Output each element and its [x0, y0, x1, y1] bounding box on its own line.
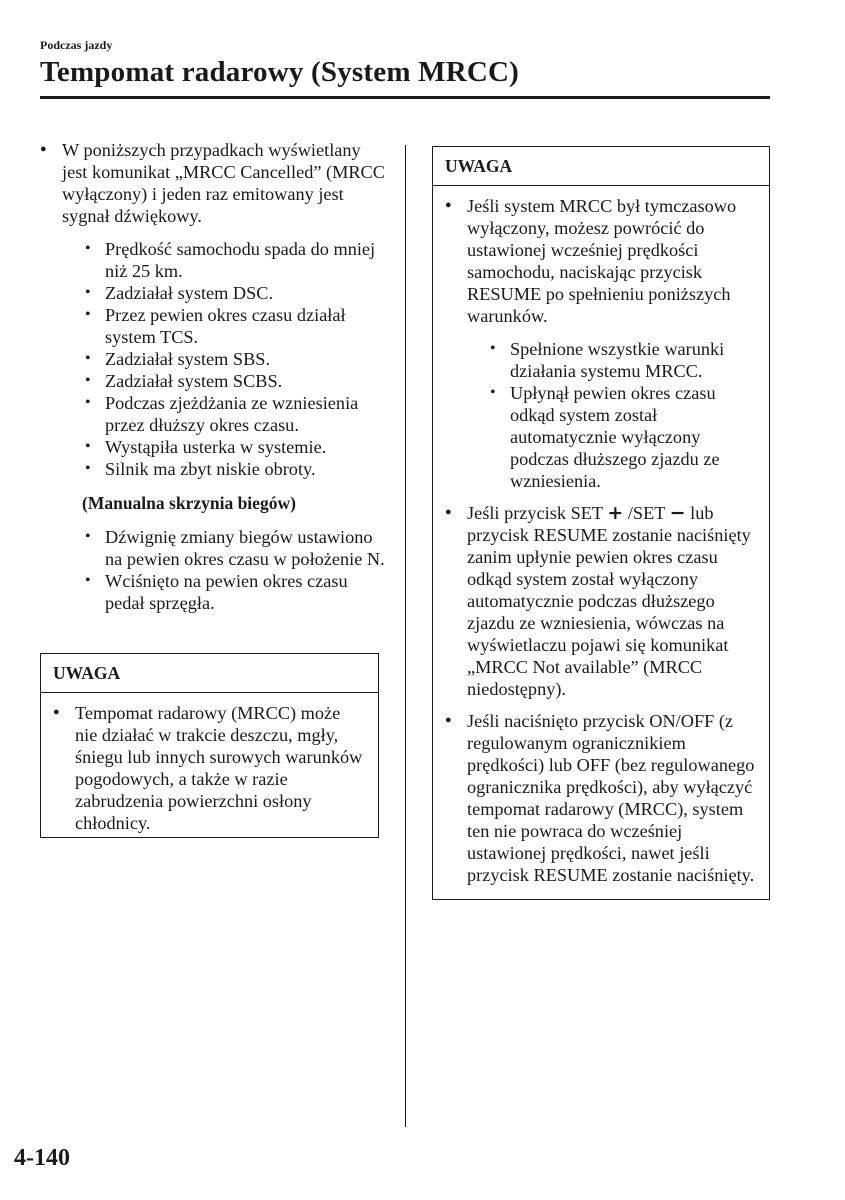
list-item: • Zadziałał system DSC.: [82, 282, 390, 304]
list-item: • Dźwignię zmiany biegów ustawiono na pewien okres czasu w położenie N.: [82, 526, 390, 570]
list-item: ● Jeśli naciśnięto przycisk ON/OFF (z regulowanym ogranicznikiem prędkości) lub OFF (bez regulowanego ogranicznika prędkości), aby wyłączyć tempomat radarowy (MRCC), system ten nie powraca do wcześniej ustawionej prędkości, nawet jeśli przycisk RESUME zostanie naciśnięty.: [445, 710, 757, 886]
list-item: ● Tempomat radarowy (MRCC) może nie działać w trakcie deszczu, mgły, śniegu lub innych surowych warunków pogodowych, a także w razie zabrudzenia powierzchni osłony chłodnicy.: [53, 702, 366, 834]
manual-transmission-heading: (Manualna skrzynia biegów): [82, 493, 296, 513]
set-text-3: lub przycisk RESUME zostanie naciśnięty zanim upłynie pewien okres czasu odkąd system został wyłączony automatycznie podczas dłuższego zjazdu ze wzniesienia, wówczas na wyświetlaczu pojawi się komunikat „MRCC Not available” (MRCC niedostępny).: [467, 503, 751, 699]
list-item: • Prędkość samochodu spada do mniej niż 25 km.: [82, 238, 390, 282]
list-item: • Wciśnięto na pewien okres czasu pedał sprzęgła.: [82, 570, 390, 614]
resume-conditions-sublist: [487, 338, 757, 492]
note-box-resume: [432, 146, 770, 900]
manual-conditions-sublist: [82, 526, 390, 614]
list-item: • Silnik ma zbyt niskie obroty.: [82, 458, 390, 480]
list-item: • Upłynął pewien okres czasu odkąd system został automatycznie wyłączony podczas dłuższego zjazdu ze wzniesienia.: [487, 382, 757, 492]
note-heading: UWAGA: [433, 147, 769, 186]
intro-text: W poniższych przypadkach wyświetlany jest komunikat „MRCC Cancelled” (MRCC wyłączony) i jeden raz emitowany jest sygnał dźwiękowy.: [62, 140, 385, 226]
list-item: • Podczas zjeżdżania ze wzniesienia przez dłuższy okres czasu.: [82, 392, 390, 436]
note-body: [41, 693, 378, 846]
resume-note-text: Jeśli system MRCC był tymczasowo wyłączony, możesz powrócić do ustawionej wcześniej prędkości samochodu, naciskając przycisk RESUME po spełnieniu poniższych warunków.: [467, 196, 737, 326]
list-item: • Zadziałał system SBS.: [82, 348, 390, 370]
list-item: • Wystąpiła usterka w systemie.: [82, 436, 390, 458]
intro-item: [40, 139, 390, 614]
set-text: Jeśli przycisk SET: [467, 503, 603, 523]
left-column: [40, 139, 390, 614]
list-item: • Przez pewien okres czasu działał system TCS.: [82, 304, 390, 348]
plus-icon: +: [607, 502, 624, 524]
note-heading: UWAGA: [41, 654, 378, 693]
conditions-sublist: [82, 238, 390, 480]
minus-icon: −: [669, 502, 686, 524]
list-item: [445, 195, 757, 492]
list-item: • Spełnione wszystkie warunki działania systemu MRCC.: [487, 338, 757, 382]
title-rule: [40, 96, 770, 99]
column-divider: [405, 145, 406, 1127]
page-title: Tempomat radarowy (System MRCC): [40, 56, 520, 88]
list-item: • Zadziałał system SCBS.: [82, 370, 390, 392]
section-label: Podczas jazdy: [40, 38, 113, 52]
set-text-2: /SET: [623, 503, 666, 523]
cancel-conditions-list: [40, 139, 390, 614]
list-item: [445, 502, 757, 700]
note-box-weather: [40, 653, 379, 838]
page-number: 4-140: [14, 1145, 70, 1171]
note-body: [433, 186, 769, 898]
